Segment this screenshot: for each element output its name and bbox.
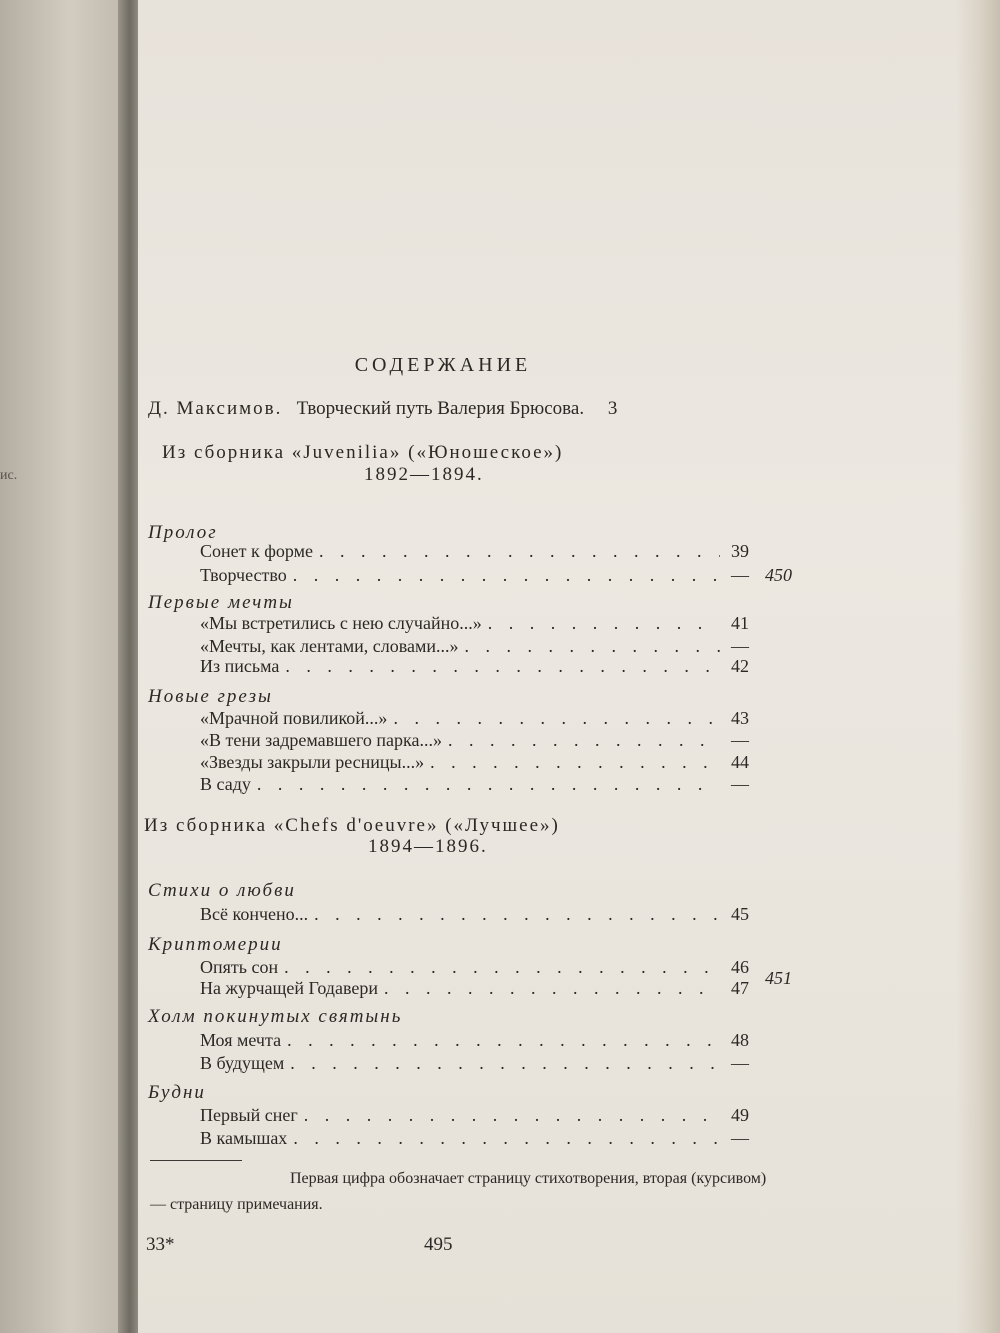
page-number: 495 <box>424 1234 453 1255</box>
section-hill: Холм покинутых святынь <box>148 1006 403 1027</box>
note-page-450: 450 <box>765 565 792 585</box>
section-budni: Будни <box>148 1082 206 1103</box>
left-page-fragment: ис. <box>0 468 18 483</box>
toc-entry: Сонет к форме . . . 39 <box>200 541 760 565</box>
toc-entry: Творчество . . . — <box>200 565 760 589</box>
toc-entry: Моя мечта . . . 48 <box>200 1030 760 1054</box>
contents-heading: СОДЕРЖАНИЕ <box>354 354 532 376</box>
toc-entry: «Мрачной повиликой...» . . . 43 <box>200 708 760 732</box>
signature-mark: 33* <box>146 1234 175 1255</box>
section-first-dreams: Первые мечты <box>148 592 294 613</box>
intro-page: 3 <box>607 398 618 419</box>
toc-entry: «Мы встретились с нею случайно...» . . . 41 <box>200 613 760 637</box>
intro-author: Д. Максимов. <box>148 398 283 419</box>
left-page <box>0 0 128 1333</box>
section-prolog: Пролог <box>148 522 218 543</box>
section-love-poems: Стихи о любви <box>148 880 296 901</box>
intro-line <box>148 398 617 420</box>
toc-entry: В саду . . . — <box>200 774 760 798</box>
toc-entry: В будущем . . . — <box>200 1053 760 1077</box>
collection2-title: Из сборника «Chefs d'oeuvre» («Лучшее») <box>144 815 560 836</box>
section-new-dreams: Новые грезы <box>148 686 273 707</box>
note-page-451: 451 <box>765 968 792 988</box>
collection1-years: 1892—1894. <box>364 464 484 485</box>
toc-entry: «Звезды закрыли ресницы...» . . . 44 <box>200 752 760 776</box>
toc-entry: Опять сон . . . 46 <box>200 957 760 981</box>
toc-entry: В камышах . . . — <box>200 1128 760 1152</box>
section-kriptomerii: Криптомерии <box>148 934 283 955</box>
toc-entry: «Мечты, как лентами, словами...» . . . — <box>200 636 760 660</box>
footnote-rule <box>150 1160 242 1161</box>
toc-entry: Из письма . . . 42 <box>200 656 760 680</box>
intro-title: Творческий путь Валерия Брюсова. <box>296 398 585 419</box>
toc-entry: «В тени задремавшего парка...» . . . — <box>200 730 760 754</box>
footnote: Первая цифра обозначает страницу стихотворения, вторая (курсивом) — страницу примечания. <box>150 1170 767 1213</box>
collection2-years: 1894—1896. <box>368 836 488 857</box>
toc-entry: Первый снег . . . 49 <box>200 1105 760 1129</box>
collection1-title: Из сборника «Juvenilia» («Юношеское») <box>162 442 564 463</box>
toc-entry: Всё кончено... . . . 45 <box>200 904 760 928</box>
toc-entry: На журчащей Годавери . . . 47 <box>200 978 760 1002</box>
